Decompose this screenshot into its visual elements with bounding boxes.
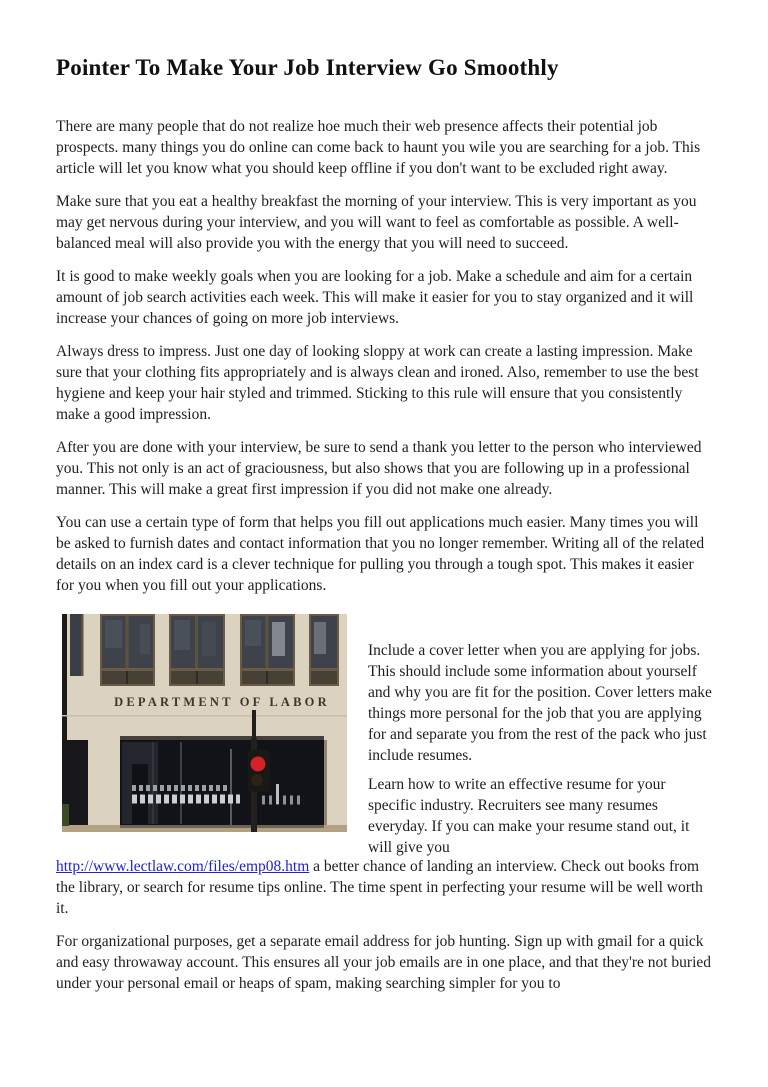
article-title: Pointer To Make Your Job Interview Go Smoothly [56, 55, 559, 80]
window-group-4 [309, 614, 339, 686]
building-inscription: DEPARTMENT OF LABOR [114, 695, 330, 709]
closing-paragraph: For organizational purposes, get a separate email address for job hunting. Sign up with gmail for a quick and easy throwaway account. This ensures all your job emails are in one place, and that they're not buried under your personal email or heaps of spam, making searching simpler for you to [56, 933, 712, 992]
window-group-2 [169, 614, 225, 686]
article-paragraph-3: It is good to make weekly goals when you are looking for a job. Make a schedule and aim for a certain amount of job search activities each week. This will make it easier for you to stay organized and it will increase your chances of going on more job interviews. [56, 268, 694, 327]
link-paragraph [56, 856, 712, 919]
bush [62, 804, 69, 826]
building-photo [62, 614, 347, 832]
side-paragraph-2: Learn how to write an effective resume for your specific industry. Recruiters see many resumes everyday. If you can make your resume stand out, it will give you [368, 776, 690, 856]
side-paragraph-1: Include a cover letter when you are applying for jobs. This should include some information about yourself and why you are fit for the position. Cover letters make things more personal for the job that you are applying for and separate you from the rest of the pack who just include resumes. [368, 642, 712, 764]
window-group-3 [240, 614, 295, 686]
article-paragraph-4: Always dress to impress. Just one day of looking sloppy at work can create a lasting impression. Make sure that your clothing fits appropriately and is always clean and ironed. Also, remember to use the best hygiene and keep your hair styled and trimmed. Sticking to this rule will ensure that you consistently make a good impression. [56, 343, 699, 423]
text-beside-image [368, 614, 712, 858]
window-group-1 [100, 614, 155, 686]
link-paragraph-text: a better chance of landing an interview. Check out books from the library, or search for resume tips online. The time spent in perfecting your resume will be well worth it. [56, 858, 703, 917]
article-paragraph-5: After you are done with your interview, be sure to send a thank you letter to the person who interviewed you. This not only is an act of graciousness, but also shows that you are following up in a professional manner. This will make a great first impression if you did not make one already. [56, 439, 702, 498]
lectlaw-resume-link[interactable]: http://www.lectlaw.com/files/emp08.htm [56, 858, 310, 875]
article-paragraph-1: There are many people that do not realize hoe much their web presence affects their potential job prospects. many things you do online can come back to haunt you wile you are searching for a job. This article will let you know what you should keep offline if you don't want to be excluded right away. [56, 118, 701, 177]
red-signal-light [251, 757, 266, 772]
department-of-labor-photo [62, 614, 347, 832]
article-paragraph-2: Make sure that you eat a healthy breakfast the morning of your interview. This is very important as you may get nervous during your interview, and you will want to feel as comfortable as possible. A well-balanced meal will also provide you with the energy that you will need to succeed. [56, 193, 697, 252]
figure-and-text-row [56, 614, 712, 858]
article-paragraph-6: You can use a certain type of form that helps you fill out applications much easier. Many times you will be asked to furnish dates and contact information that you no longer remember. Writing all of the related details on an index card is a clever technique for pulling you through a tough spot. This makes it easier for you when you fill out your applications. [56, 514, 705, 594]
